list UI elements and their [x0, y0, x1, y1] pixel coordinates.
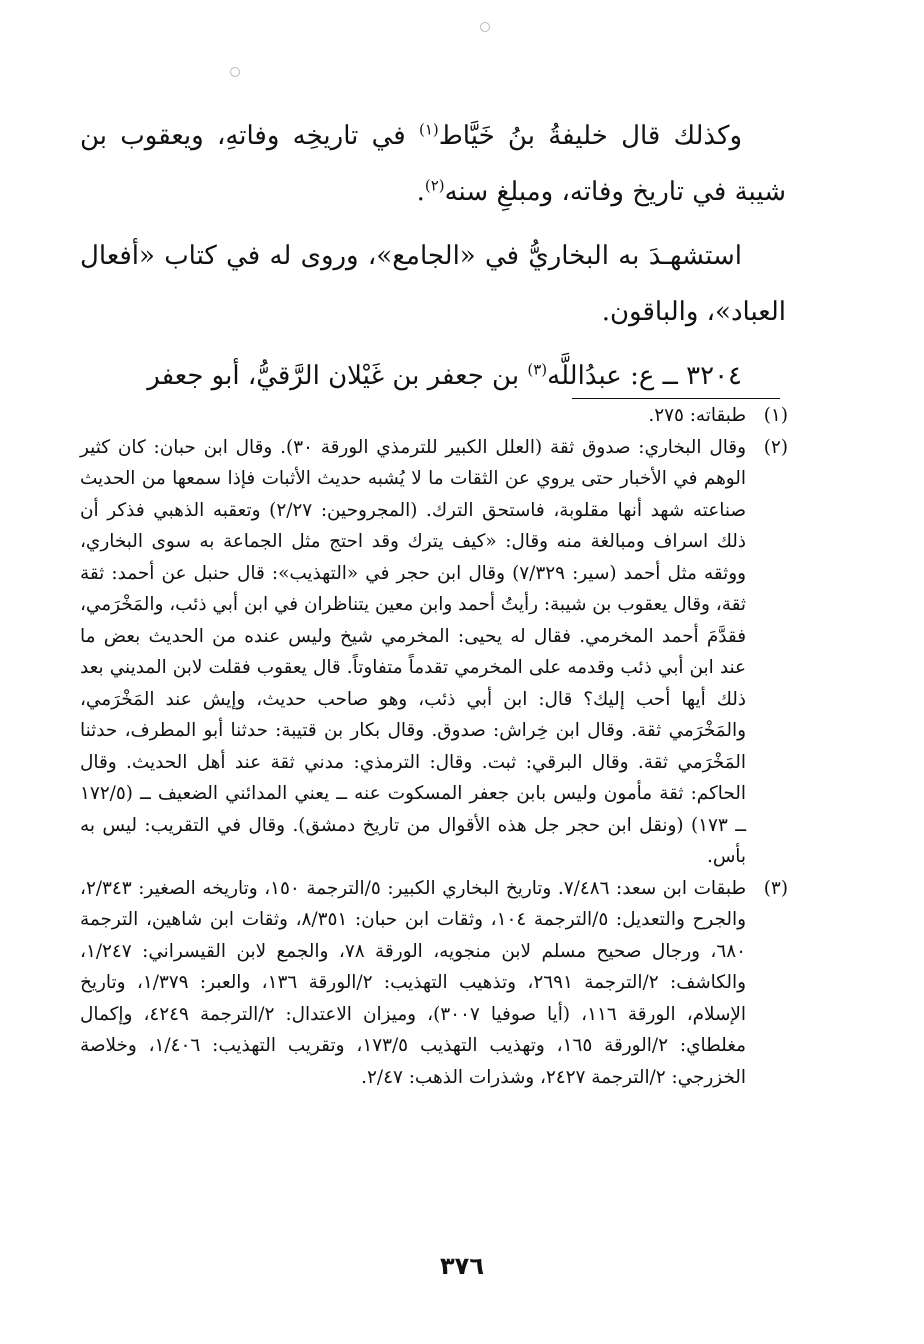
main-text: [80, 108, 786, 404]
paragraph-3: [80, 348, 786, 404]
paragraph-1: [80, 108, 786, 220]
footnote-text: وقال البخاري: صدوق ثقة (العلل الكبير للترمذي الورقة ٣٠). وقال ابن حبان: كان كثير الوهم في الأخبار حتى يروي عن الثقات ما لا يُشبه حديث الأثبات فإذا سمعها من الحديث صناعته شهد أنها مقلوبة، فاستحق الترك. (المجروحين: ٢/٢٧) وتعقبه الذهبي فذكر أن ذلك اسراف ومبالغة منه وقال: «كيف يترك وقد احتج مثل الجماعة به سوى البخاري، ووثقه مثل أحمد (سير: ٧/٣٢٩) وقال ابن حجر في «التهذيب»: قال حنبل عن أحمد: ثقة ثقة، وقال يعقوب بن شيبة: رأيتُ أحمد وابن معين يتناظران في ابن أبي ذئب، والمَخْرَمي، فقدَّمَ أحمد المخرمي. فقال له يحيى: المخرمي شيخ وليس عنده من الحديث بعض ما عند ابن أبي ذئب وقدمه على المخرمي تقدماً متفاوتاً. قال يعقوب فقلت لابن المديني بعد ذلك أيها أحب إليك؟ قال: ابن أبي ذئب، وهو صاحب حديث، وإيش عند المَخْرَمي، والمَخْرَمي ثقة. وقال ابن خِراش: صدوق. وقال بكار بن قتيبة: حدثنا أبو المطرف، حدثنا المَخْرَمي ثقة. وقال البرقي: ثبت. وقال: الترمذي: مدني ثقة عند أهل الحديث. وقال الحاكم: ثقة مأمون وليس بابن جعفر المسكوت عنه ــ يعني المدائني الضعيف ــ (١٧٢/٥ ــ ١٧٣) (ونقل ابن حجر جل هذه الأقوال من تاريخ دمشق). وقال في التقريب: ليس به بأس.: [80, 436, 747, 867]
footnote-separator: [572, 398, 780, 399]
footnote-ref-2[interactable]: (٢): [424, 176, 445, 195]
footnotes: [80, 400, 788, 1093]
footnote-1: [80, 400, 788, 432]
footnote-3: [80, 873, 788, 1094]
text-run: عبدُاللَّه: [547, 361, 631, 391]
footnote-ref-3[interactable]: (٣): [527, 360, 548, 379]
text-run: في تاريخِه وفاتهِ، ويعقوب بن شيبة في تاريخ وفاته، ومبلغِ سنه: [80, 121, 786, 207]
entry-number: ٣٢٠٤ ــ ع:: [630, 361, 742, 391]
page-number: ٣٧٦: [440, 1252, 484, 1280]
footnote-text: طبقات ابن سعد: ٧/٤٨٦. وتاريخ البخاري الكبير: ٥/الترجمة ١٥٠، وتاريخه الصغير: ٢/٣٤٣، والجرح والتعديل: ٥/الترجمة ١٠٤، وثقات ابن حبان: ٨/٣٥١، وثقات ابن شاهين، الترجمة ٦٨٠، ورجال صحيح مسلم لابن منجويه، الورقة ٧٨، والجمع لابن القيسراني: ١/٢٤٧، والكاشف: ٢/الترجمة ٢٦٩١، وتذهيب التهذيب: ٢/الورقة ١٣٦، والعبر: ١/٣٧٩، وتاريخ الإسلام، الورقة ١١٦، (أيا صوفيا ٣٠٠٧)، وميزان الاعتدال: ٢/الترجمة ٤٢٤٩، وإكمال مغلطاي: ٢/الورقة ١٦٥، وتهذيب التهذيب ١٧٣/٥، وتقريب التهذيب: ١/٤٠٦، وخلاصة الخزرجي: ٢/الترجمة ٢٤٢٧، وشذرات الذهب: ٢/٤٧.: [80, 877, 747, 1088]
footnote-ref-1[interactable]: (١): [418, 120, 439, 139]
footnote-text: طبقاته: ٢٧٥.: [648, 405, 746, 426]
paragraph-2: استشهـدَ به البخاريُّ في «الجامع»، وروى له في كتاب «أفعال العباد»، والباقون.: [80, 241, 786, 327]
footnote-number: (١): [763, 405, 788, 426]
text-run: وكذلك قال خليفةُ بنُ خَيَّاط: [438, 121, 742, 151]
scan-speck: [230, 67, 240, 77]
text-run: .: [416, 177, 425, 207]
footnote-2: [80, 432, 788, 873]
footnote-number: (٢): [763, 436, 788, 458]
footnote-number: (٣): [763, 877, 788, 899]
scan-speck: [480, 22, 490, 32]
text-run: بن جعفر بن غَيْلان الرَّقيُّ، أبو جعفر: [147, 361, 528, 391]
